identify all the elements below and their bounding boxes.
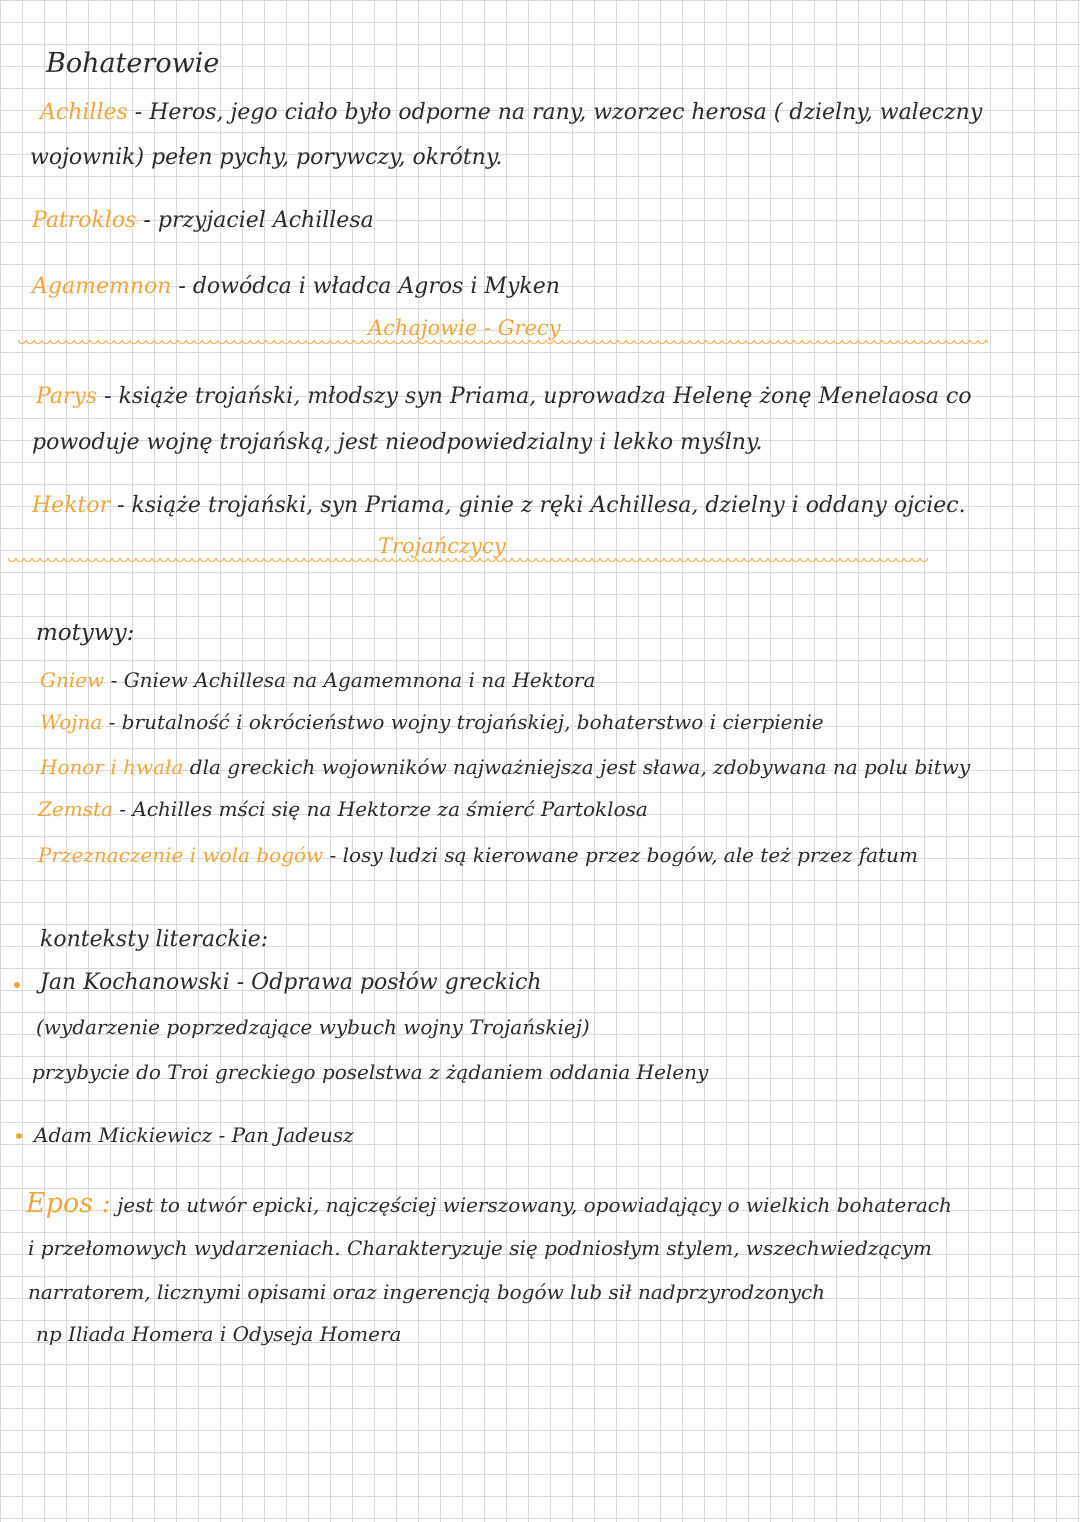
group-label-greeks: Achajowie - Grecy [368, 316, 561, 340]
context-kochanowski-line2: (wydarzenie poprzedzające wybuch wojny Trojańskiej) [36, 1015, 590, 1039]
motif-desc-fate: - losy ludzi są kierowane przez bogów, ale też przez fatum [323, 843, 918, 867]
epos-line2: i przełomowych wydarzeniach. Charakteryzuje się podniosłym stylem, wszechwiedzącym [28, 1236, 932, 1260]
motif-desc-revenge: - Achilles mści się na Hektorze za śmierć Partoklosa [112, 797, 648, 821]
hero-name-achilles: Achilles [40, 100, 128, 125]
motifs-title: motywy: [36, 620, 135, 646]
hero-name-hektor: Hektor [32, 493, 111, 518]
context-mickiewicz: Adam Mickiewicz - Pan Jadeusz [34, 1123, 354, 1147]
heroes-title: Bohaterowie [46, 48, 220, 79]
hero-desc-achilles-1: - Heros, jego ciało było odporne na rany, wzorzec herosa ( dzielny, waleczny [127, 100, 983, 125]
motif-name-war: Wojna [40, 710, 103, 734]
motif-name-fate: Przeznaczenie i wola bogów [38, 843, 324, 867]
motif-item-war [40, 710, 824, 734]
hero-name-patroklos: Patroklos [32, 208, 137, 233]
hero-achilles-line1 [40, 100, 982, 125]
hero-achilles-line2: wojownik) pełen pychy, porywczy, okrótny. [30, 145, 503, 170]
context-kochanowski-line3: przybycie do Troi greckiego poselstwa z żądaniem oddania Heleny [32, 1060, 709, 1084]
motif-item-honor [40, 755, 970, 779]
epos-line1 [26, 1188, 952, 1219]
hero-parys-line1 [36, 384, 972, 409]
motif-item-fate [38, 843, 918, 867]
hero-desc-agamemnon: - dowódca i władca Agros i Myken [171, 274, 560, 299]
motif-item-revenge [38, 797, 648, 821]
motif-item-anger [40, 668, 595, 692]
hero-name-agamemnon: Agamemnon [32, 274, 172, 299]
epos-term: Epos : [26, 1188, 111, 1219]
motif-name-anger: Gniew [40, 668, 105, 692]
hero-desc-patroklos: - przyjaciel Achillesa [136, 208, 374, 233]
bullet-mickiewicz [16, 1133, 22, 1139]
divider-greeks [18, 340, 988, 348]
contexts-title: konteksty literackie: [40, 927, 269, 952]
context-kochanowski-line1: Jan Kochanowski - Odprawa posłów greckich [40, 970, 542, 995]
hero-desc-hektor: - książe trojański, syn Priama, ginie z ręki Achillesa, dzielny i oddany ojciec. [110, 493, 966, 518]
motif-desc-anger: - Gniew Achillesa na Agamemnona i na Hektora [104, 668, 596, 692]
epos-def-1: jest to utwór epicki, najczęściej wierszowany, opowiadający o wielkich bohaterach [110, 1193, 952, 1217]
hero-name-parys: Parys [36, 384, 98, 409]
motif-name-honor: Honor i hwała [40, 755, 184, 779]
bullet-kochanowski [14, 982, 20, 988]
hero-desc-parys-1: - książe trojański, młodszy syn Priama, uprowadza Helenę żonę Menelaosa co [97, 384, 972, 409]
motif-desc-honor: dla greckich wojowników najważniejsza jest sława, zdobywana na polu bitwy [183, 755, 971, 779]
group-label-trojans: Trojańczycy [378, 534, 506, 558]
hero-parys-line2: powoduje wojnę trojańską, jest nieodpowiedzialny i lekko myślny. [32, 430, 763, 455]
motif-desc-war: - brutalność i okrócieństwo wojny trojańskiej, bohaterstwo i cierpienie [102, 710, 824, 734]
hero-hektor [32, 493, 966, 518]
hero-patroklos [32, 208, 374, 233]
epos-line3: narratorem, licznymi opisami oraz ingerencją bogów lub sił nadprzyrodzonych [28, 1280, 826, 1304]
motif-name-revenge: Zemsta [38, 797, 113, 821]
hero-agamemnon [32, 274, 560, 299]
epos-line4: np Iliada Homera i Odyseja Homera [36, 1322, 402, 1346]
divider-trojans [8, 558, 928, 566]
